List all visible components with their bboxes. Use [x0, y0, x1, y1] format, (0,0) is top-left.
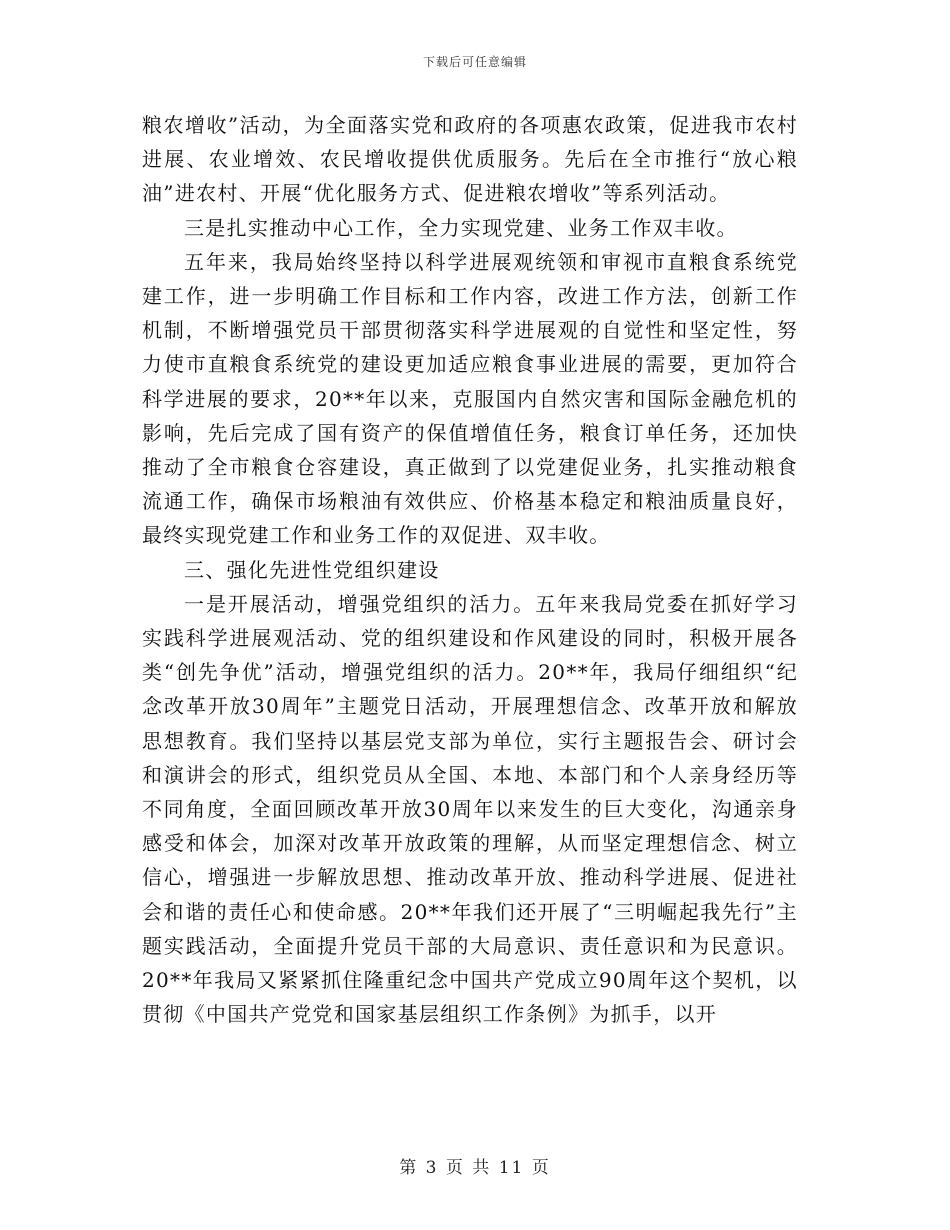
page-number-footer: 第 3 页 共 11 页: [399, 1158, 551, 1178]
section-heading: 三、强化先进性党组织建设: [184, 557, 440, 582]
paragraph-continuation: 粮农增收”活动，为全面落实党和政府的各项惠农政策，促进我市农村进展、农业增效、农民增收提供优质服务。先后在全市推行“放心粮油”进农村、开展“优化服务方式、促进粮农增收”等系列活动。: [142, 113, 798, 206]
paragraph-point-one: 一是开展活动，增强党组织的活力。五年来我局党委在抓好学习实践科学进展观活动、党的组织建设和作风建设的同时，积极开展各类“创先争优”活动，增强党组织的活力。20**年，我局仔细组织“纪念改革开放30周年”主题党日活动，开展理想信念、改革开放和解放思想教育。我们坚持以基层党支部为单位，实行主题报告会、研讨会和演讲会的形式，组织党员从全国、本地、本部门和个人亲身经历等不同角度，全面回顾改革开放30周年以来发生的巨大变化，沟通亲身感受和体会，加深对改革开放政策的理解，从而坚定理想信念、树立信心，增强进一步解放思想、推动改革开放、推动科学进展、促进社会和谐的责任心和使命感。20**年我们还开展了“三明崛起我先行”主题实践活动，全面提升党员干部的大局意识、责任意识和为民意识。20**年我局又紧紧抓住隆重纪念中国共产党成立90周年这个契机，以贯彻《中国共产党党和国家基层组织工作条例》为抓手，以开: [142, 591, 798, 1027]
page-header-note: 下载后可任意编辑: [422, 55, 527, 69]
document-body: [142, 108, 798, 1031]
paragraph-point-three: 三是扎实推动中心工作，全力实现党建、业务工作双丰收。: [184, 215, 738, 240]
paragraph-five-years: 五年来，我局始终坚持以科学进展观统领和审视市直粮食系统党建工作，进一步明确工作目标和工作内容，改进工作方法，创新工作机制，不断增强党员干部贯彻落实科学进展观的自觉性和坚定性，努力使市直粮食系统党的建设更加适应粮食事业进展的需要，更加符合科学进展的要求，20**年以来，克服国内自然灾害和国际金融危机的影响，先后完成了国有资产的保值增值任务，粮食订单任务，还加快推动了全市粮食仓容建设，真正做到了以党建促业务，扎实推动粮食流通工作，确保市场粮油有效供应、价格基本稳定和粮油质量良好，最终实现党建工作和业务工作的双促进、双丰收。: [142, 249, 798, 548]
